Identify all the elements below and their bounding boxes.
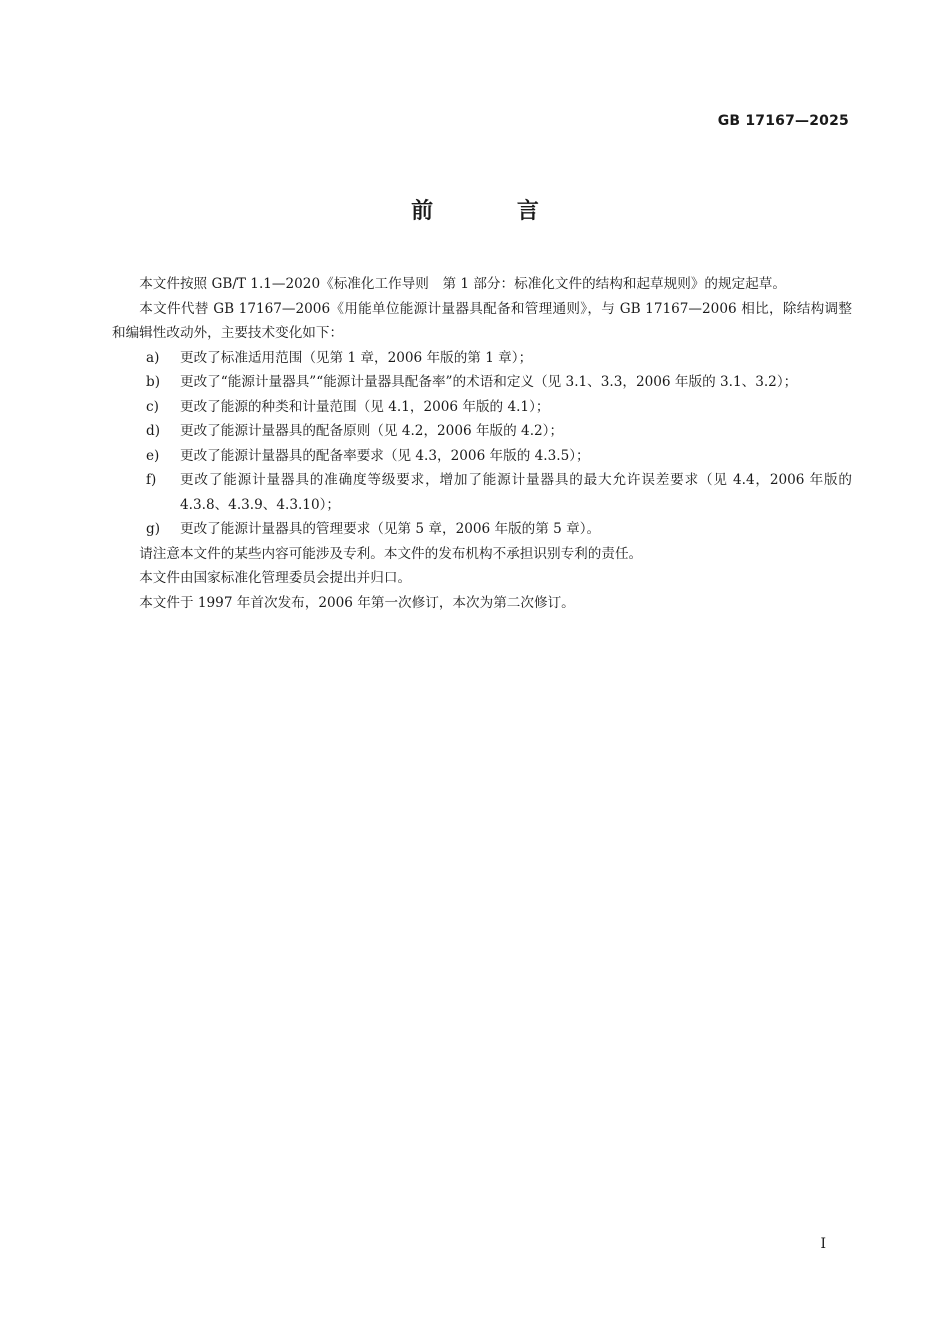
list-item-marker: c) — [146, 398, 159, 415]
standard-code: GB 17167—2025 — [717, 113, 849, 129]
list-item-text: 更改了能源计量器具的管理要求（见第 5 章，2006 年版的第 5 章）。 — [180, 521, 601, 537]
page-title: 前 言 — [411, 199, 577, 224]
foreword-body — [112, 272, 852, 615]
list-item-text: 更改了标准适用范围（见第 1 章，2006 年版的第 1 章）； — [180, 349, 533, 366]
list-item-marker: d) — [146, 423, 161, 439]
list-item-text: 更改了能源计量器具的配备原则（见 4.2，2006 年版的 4.2）； — [180, 423, 564, 439]
technical-changes-list — [112, 346, 852, 542]
paragraph-revision-history: 本文件于 1997 年首次发布，2006 年第一次修订，本次为第二次修订。 — [139, 594, 575, 611]
paragraph-drafting-rules: 本文件按照 GB/T 1.1—2020《标准化工作导则 第 1 部分：标准化文件的结构和起草规则》的规定起草。 — [139, 276, 786, 292]
paragraph-patent-notice: 请注意本文件的某些内容可能涉及专利。本文件的发布机构不承担识别专利的责任。 — [139, 545, 643, 562]
list-item-text: 更改了能源计量器具的准确度等级要求，增加了能源计量器具的最大允许误差要求（见 4.4，2006 年版的 4.3.8、4.3.9、4.3.10）； — [180, 472, 852, 513]
list-item-marker: b) — [146, 374, 161, 390]
list-item-marker: e) — [146, 447, 160, 464]
list-item-marker: a) — [146, 349, 160, 366]
list-item-text: 更改了“能源计量器具”“能源计量器具配备率”的术语和定义（见 3.1、3.3，2006 年版的 3.1、3.2）； — [180, 374, 798, 390]
list-item — [112, 517, 852, 542]
list-item — [112, 346, 852, 371]
list-item-text: 更改了能源计量器具的配备率要求（见 4.3，2006 年版的 4.3.5）； — [180, 447, 590, 464]
list-item-marker: g) — [146, 521, 161, 537]
page-number: I — [820, 1236, 826, 1252]
list-item-marker: f) — [146, 472, 157, 488]
list-item-text: 更改了能源的种类和计量范围（见 4.1，2006 年版的 4.1）； — [180, 398, 550, 415]
list-item — [112, 395, 852, 420]
paragraph-proposer: 本文件由国家标准化管理委员会提出并归口。 — [139, 570, 412, 586]
list-item — [112, 419, 852, 444]
list-item — [112, 444, 852, 469]
paragraph-replacement-note: 本文件代替 GB 17167—2006《用能单位能源计量器具配备和管理通则》，与 GB 17167—2006 相比，除结构调整和编辑性改动外，主要技术变化如下： — [112, 300, 852, 341]
list-item — [112, 370, 852, 395]
list-item — [112, 468, 852, 517]
